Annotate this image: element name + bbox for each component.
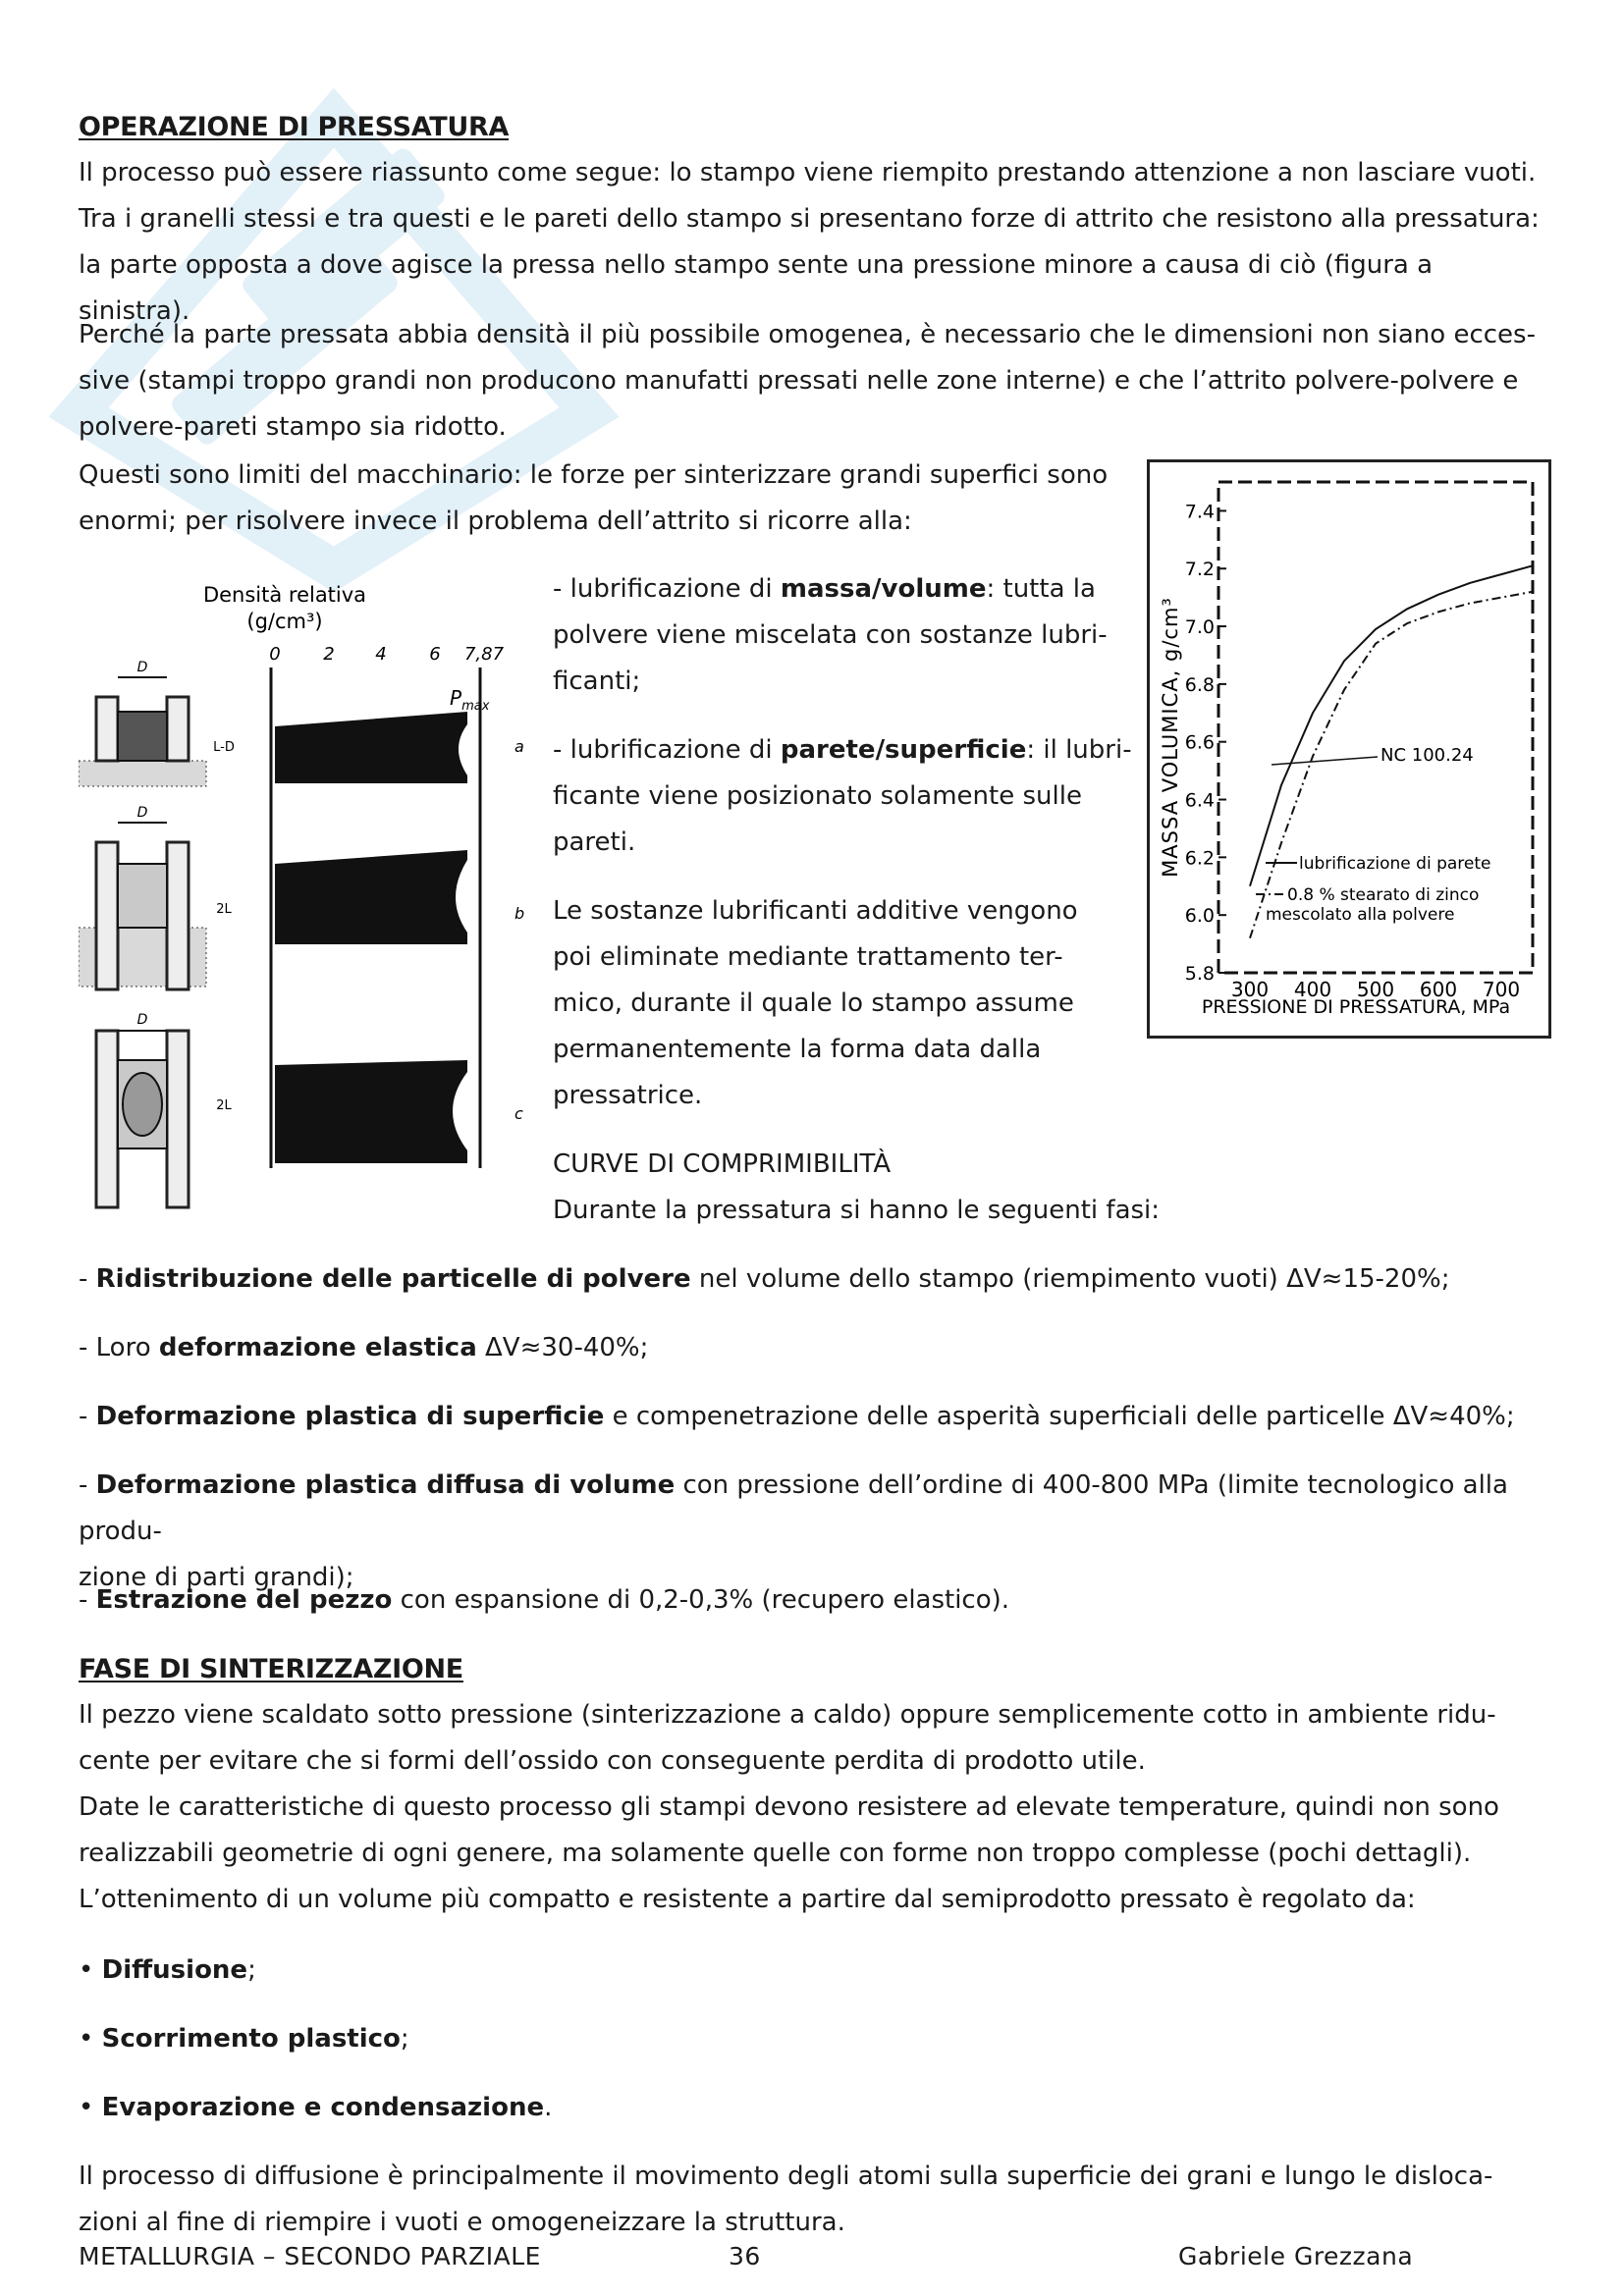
x-tick-label: 700 xyxy=(1482,978,1521,1001)
paragraph-sintering xyxy=(79,1692,1571,1923)
text-span: - lubrificazione di xyxy=(553,574,781,604)
text-span: ; xyxy=(400,2024,409,2054)
text-line: Tra i granelli stessi e tra questi e le pareti dello stampo si presentano forze di attrito che resistono alla pressatura: xyxy=(79,204,1540,234)
phase-item xyxy=(79,1256,1571,1303)
text-line: realizzabili geometrie di ogni genere, ma solamente quelle con forme non troppo complesse (pochi dettagli). xyxy=(79,1839,1472,1868)
text-line: Questi sono limiti del macchinario: le forze per sinterizzare grandi superfici sono xyxy=(79,460,1109,490)
text-line: permanentemente la forma data dalla xyxy=(553,1035,1042,1064)
text-span: e compenetrazione delle asperità superficiali delle particelle ΔV≈40%; xyxy=(604,1402,1515,1431)
x-axis-label: PRESSIONE DI PRESSATURA, MPa xyxy=(1201,996,1511,1018)
text-bold: deformazione elastica xyxy=(158,1333,477,1362)
y-tick-label: 6.4 xyxy=(1184,789,1215,812)
text-line: zioni al fine di riempire i vuoti e omogeneizzare la struttura. xyxy=(79,2208,845,2237)
text-line xyxy=(553,566,1152,613)
text-span: : tutta la xyxy=(986,574,1096,604)
figure-title: Densità relativa xyxy=(202,583,367,607)
y-tick-label: 6.2 xyxy=(1184,847,1215,870)
lub-wall-item xyxy=(553,727,1152,866)
x-tick-label: 300 xyxy=(1230,978,1270,1001)
bullet-dash: - xyxy=(79,1402,96,1431)
text-bold: Deformazione plastica di superficie xyxy=(95,1402,605,1431)
text-line: polvere viene miscelata con sostanze lubri- xyxy=(553,620,1108,650)
bullet-dash: - xyxy=(79,1264,96,1294)
legend-label-dashdot: 0.8 % stearato di zinco xyxy=(1287,885,1480,905)
text-bold: parete/superficie xyxy=(780,735,1027,765)
text-line: ficanti; xyxy=(553,667,641,696)
tick-label: 0 xyxy=(269,644,281,665)
text-span: Loro xyxy=(95,1333,159,1362)
bullet-dot: • xyxy=(79,1955,102,1985)
bullet-dash: - xyxy=(79,1333,96,1362)
legend-label-solid: lubrificazione di parete xyxy=(1299,854,1491,874)
text-line: poi eliminate mediante trattamento ter- xyxy=(553,942,1063,972)
x-tick-label: 600 xyxy=(1419,978,1458,1001)
text-span: ΔV≈30-40%; xyxy=(476,1333,649,1362)
dim-label: D xyxy=(136,660,148,675)
press-c xyxy=(96,1012,523,1207)
row-label-b: b xyxy=(514,904,525,923)
text-line xyxy=(553,727,1152,774)
x-tick-label: 400 xyxy=(1293,978,1332,1001)
text-line: enormi; per risolvere invece il problema dell’attrito si ricorre alla: xyxy=(79,507,912,536)
footer-page-number: 36 xyxy=(729,2242,761,2270)
text-line: L’ottenimento di un volume più compatto e resistente a partire dal semiprodotto pressato è regolato da: xyxy=(79,1885,1416,1914)
text-line: Il processo di diffusione è principalmente il movimento degli atomi sulla superficie dei grani e lungo le disloca- xyxy=(79,2162,1493,2191)
y-tick-label: 6.6 xyxy=(1184,731,1215,754)
text-bold: Ridistribuzione delle particelle di polvere xyxy=(95,1264,691,1294)
text-line: ficante viene posizionato solamente sulle xyxy=(553,781,1082,811)
y-tick-label: 6.0 xyxy=(1184,905,1215,928)
y-tick-label: 6.8 xyxy=(1184,673,1215,696)
text-span: - lubrificazione di xyxy=(553,735,781,765)
paragraph-density xyxy=(79,312,1551,451)
text-line: sive (stampi troppo grandi non producono manufatti pressati nelle zone interne) e che l’attrito polvere-polvere e xyxy=(79,366,1519,396)
pmax-label: $P_{max}$ xyxy=(450,686,490,714)
lub-mass-item xyxy=(553,566,1152,705)
text-line: Il pezzo viene scaldato sotto pressione (sinterizzazione a caldo) oppure semplicemente cotto in ambiente ridu- xyxy=(79,1700,1496,1730)
text-line: zione di parti grandi); xyxy=(79,1563,354,1592)
curves-title: CURVE DI COMPRIMIBILITÀ xyxy=(553,1149,892,1179)
text-span: ; xyxy=(247,1955,256,1985)
text-line xyxy=(79,1463,1571,1555)
dim-label: D xyxy=(136,805,148,821)
text-line: pressatrice. xyxy=(553,1081,703,1110)
paragraph-limits xyxy=(79,453,1159,545)
text-line: Le sostanze lubrificanti additive vengono xyxy=(553,896,1078,926)
bullet-dot: • xyxy=(79,2093,102,2122)
paragraph-additives xyxy=(553,888,1152,1119)
text-line: Date le caratteristiche di questo processo gli stampi devono resistere ad elevate temperature, quindi non sono xyxy=(79,1792,1499,1822)
x-tick-label: 500 xyxy=(1356,978,1395,1001)
y-tick-label: 7.0 xyxy=(1184,616,1215,639)
text-bold: massa/volume xyxy=(780,574,987,604)
paragraph-process xyxy=(79,150,1551,335)
tick-label: 6 xyxy=(429,644,441,665)
tick-label: 2 xyxy=(323,644,335,665)
compressibility-chart xyxy=(1150,462,1548,1036)
compressibility-chart-frame xyxy=(1147,459,1551,1039)
footer-course: METALLURGIA – SECONDO PARZIALE xyxy=(79,2242,541,2270)
row-label-a: a xyxy=(514,737,524,756)
text-line: Perché la parte pressata abbia densità il più possibile omogenea, è necessario che le dimensioni non siano ecces- xyxy=(79,320,1536,349)
text-line: polvere-pareti stampo sia ridotto. xyxy=(79,412,507,442)
bullet-item xyxy=(79,2085,552,2131)
dim-label: L-D xyxy=(213,740,235,755)
press-a xyxy=(79,660,524,786)
annotation-leader xyxy=(1272,757,1378,765)
y-tick-label: 7.2 xyxy=(1184,559,1215,581)
dim-label: D xyxy=(136,1012,148,1028)
bullet-item xyxy=(79,2016,409,2062)
text-line: cente per evitare che si formi dell’ossido con conseguente perdita di prodotto utile. xyxy=(79,1746,1146,1776)
text-bold: Deformazione plastica diffusa di volume xyxy=(95,1470,676,1500)
y-tick-label: 7.4 xyxy=(1184,501,1215,523)
dim-label: 2L xyxy=(216,902,232,917)
text-span: . xyxy=(544,2093,553,2122)
text-bold: Estrazione del pezzo xyxy=(95,1585,393,1615)
text-span: con pressione dell’ordine di 400-800 MPa (limite tecnologico alla produ- xyxy=(79,1470,1508,1546)
phases-intro: Durante la pressatura si hanno le seguenti fasi: xyxy=(553,1196,1161,1225)
bullet-dot: • xyxy=(79,2024,102,2054)
bullet-item xyxy=(79,1948,256,1994)
text-line: la parte opposta a dove agisce la pressa nello stampo sente una pressione minore a causa di ciò (figura a sinistra). xyxy=(79,250,1434,326)
chart-annotation: NC 100.24 xyxy=(1380,745,1474,766)
paragraph-diffusion xyxy=(79,2154,1571,2246)
text-bold: Diffusione xyxy=(101,1955,248,1985)
text-bold: Evaporazione e condensazione xyxy=(101,2093,545,2122)
phase-item xyxy=(79,1325,1571,1371)
phase-item xyxy=(79,1577,1571,1624)
die-density-figure xyxy=(79,569,540,1237)
text-span: : il lubri- xyxy=(1026,735,1132,765)
press-b xyxy=(79,805,524,989)
text-span: con espansione di 0,2-0,3% (recupero elastico). xyxy=(392,1585,1010,1615)
legend-label-dashdot-2: mescolato alla polvere xyxy=(1266,905,1455,925)
row-label-c: c xyxy=(514,1104,523,1123)
text-span: nel volume dello stampo (riempimento vuoti) ΔV≈15-20%; xyxy=(690,1264,1450,1294)
tick-label: 7,87 xyxy=(463,644,505,665)
text-bold: Scorrimento plastico xyxy=(101,2024,401,2054)
y-axis-label: MASSA VOLUMICA, g/cm³ xyxy=(1159,597,1182,878)
tick-label: 4 xyxy=(375,644,387,665)
phase-item xyxy=(79,1394,1571,1440)
section-title-pressatura: OPERAZIONE DI PRESSATURA xyxy=(79,112,510,142)
bullet-dash: - xyxy=(79,1585,96,1615)
dim-label: 2L xyxy=(216,1098,232,1113)
text-line: Il processo può essere riassunto come segue: lo stampo viene riempito prestando attenzione a non lasciare vuoti. xyxy=(79,158,1537,187)
bullet-dash: - xyxy=(79,1470,96,1500)
text-line: pareti. xyxy=(553,828,636,857)
footer-author: Gabriele Grezzana xyxy=(1178,2242,1414,2270)
y-tick-labels xyxy=(1185,501,1226,985)
figure-title-units: (g/cm³) xyxy=(246,610,323,633)
y-tick-label: 5.8 xyxy=(1184,963,1215,985)
text-line: mico, durante il quale lo stampo assume xyxy=(553,988,1074,1018)
series-line-1 xyxy=(1250,565,1533,885)
section-title-sinterizzazione: FASE DI SINTERIZZAZIONE xyxy=(79,1654,463,1684)
